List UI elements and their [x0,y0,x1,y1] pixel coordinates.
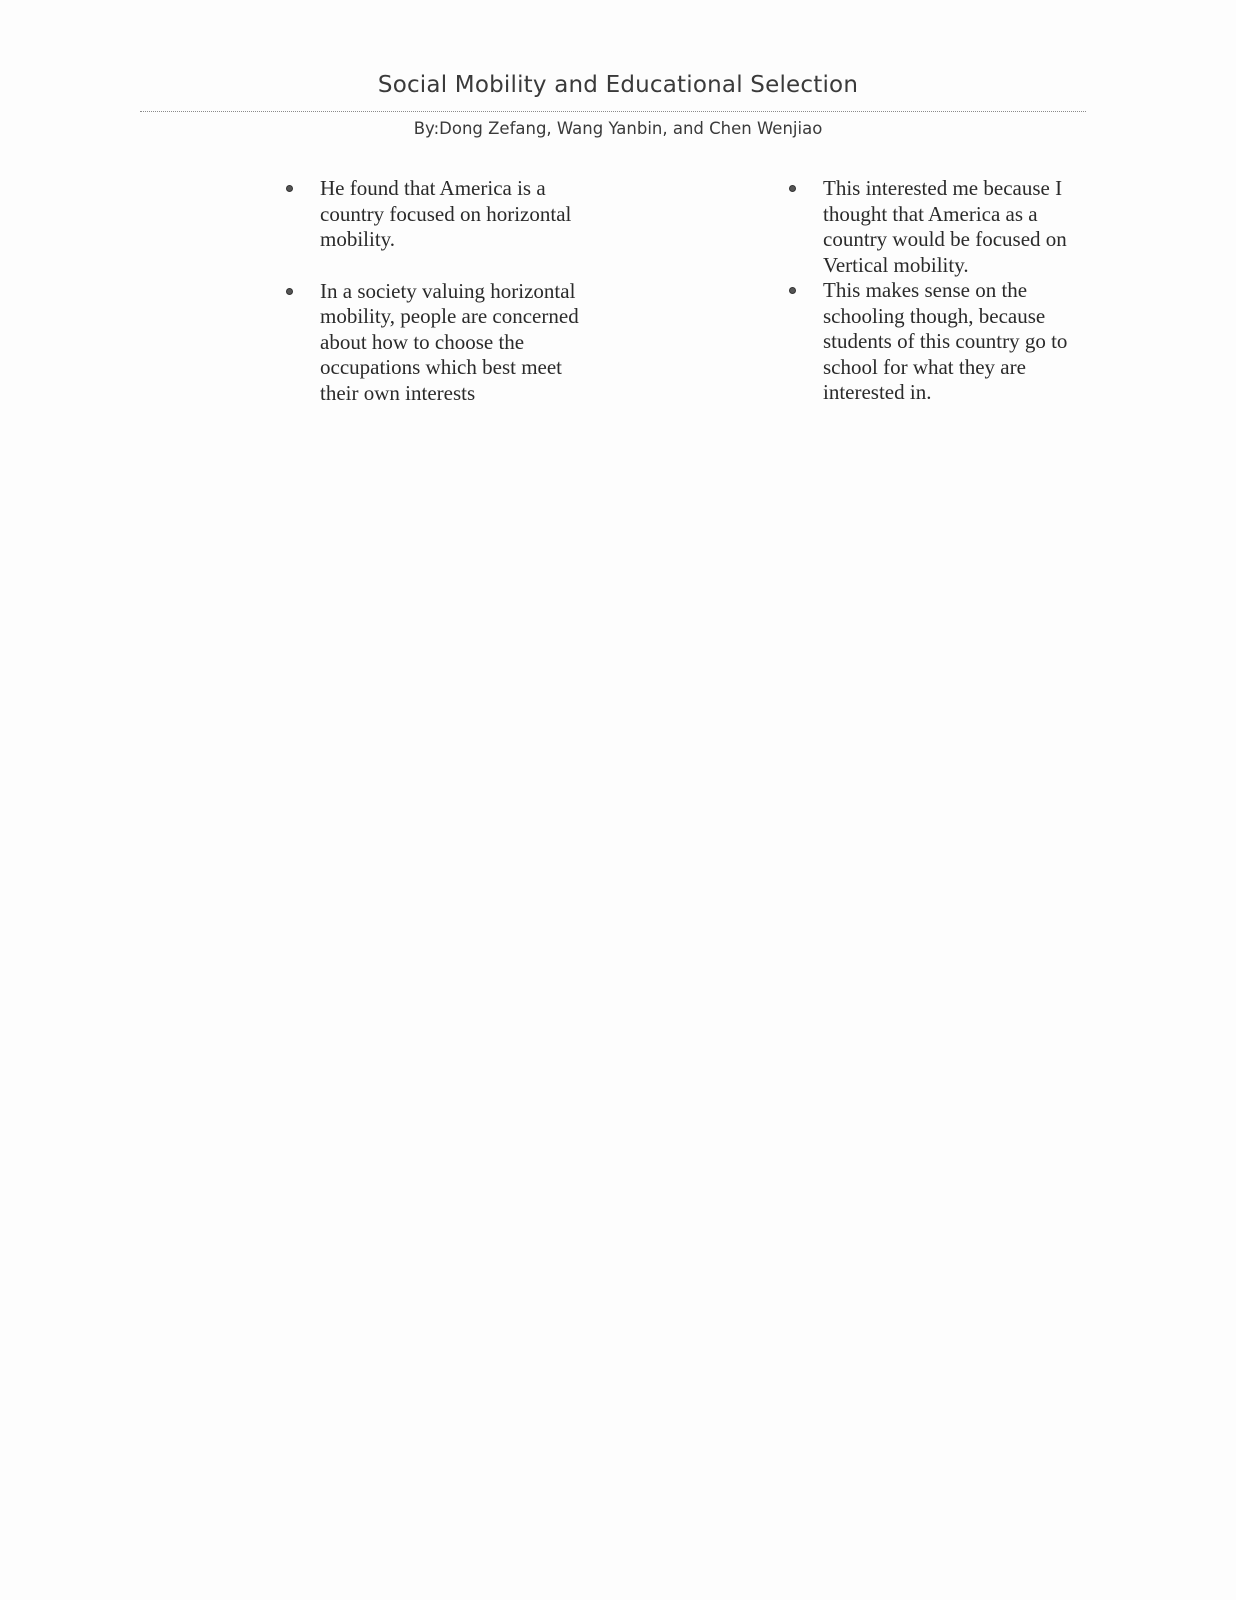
title-divider [140,111,1086,112]
bullet-icon [789,287,796,294]
right-bullet-list [789,176,1089,406]
bullet-text: In a society valuing horizontal mobility, people are concerned about how to choose the occupations which best meet their own interests [320,278,579,405]
bullet-text: This makes sense on the schooling though, because students of this country go to school for what they are interested in. [823,278,1068,404]
bullet-text: This interested me because I thought that America as a country would be focused on Vertical mobility. [823,176,1067,277]
bullet-text: He found that America is a country focused on horizontal mobility. [320,176,572,251]
list-item [286,176,586,253]
list-item [789,278,1089,406]
bullet-icon [286,185,293,192]
bullet-icon [286,288,293,295]
bullet-icon [789,185,796,192]
document-title: Social Mobility and Educational Selection [377,72,859,98]
left-bullet-list [286,176,586,406]
list-item [286,279,586,407]
document-byline: By:Dong Zefang, Wang Yanbin, and Chen Wenjiao [413,119,823,138]
list-item [789,176,1089,278]
